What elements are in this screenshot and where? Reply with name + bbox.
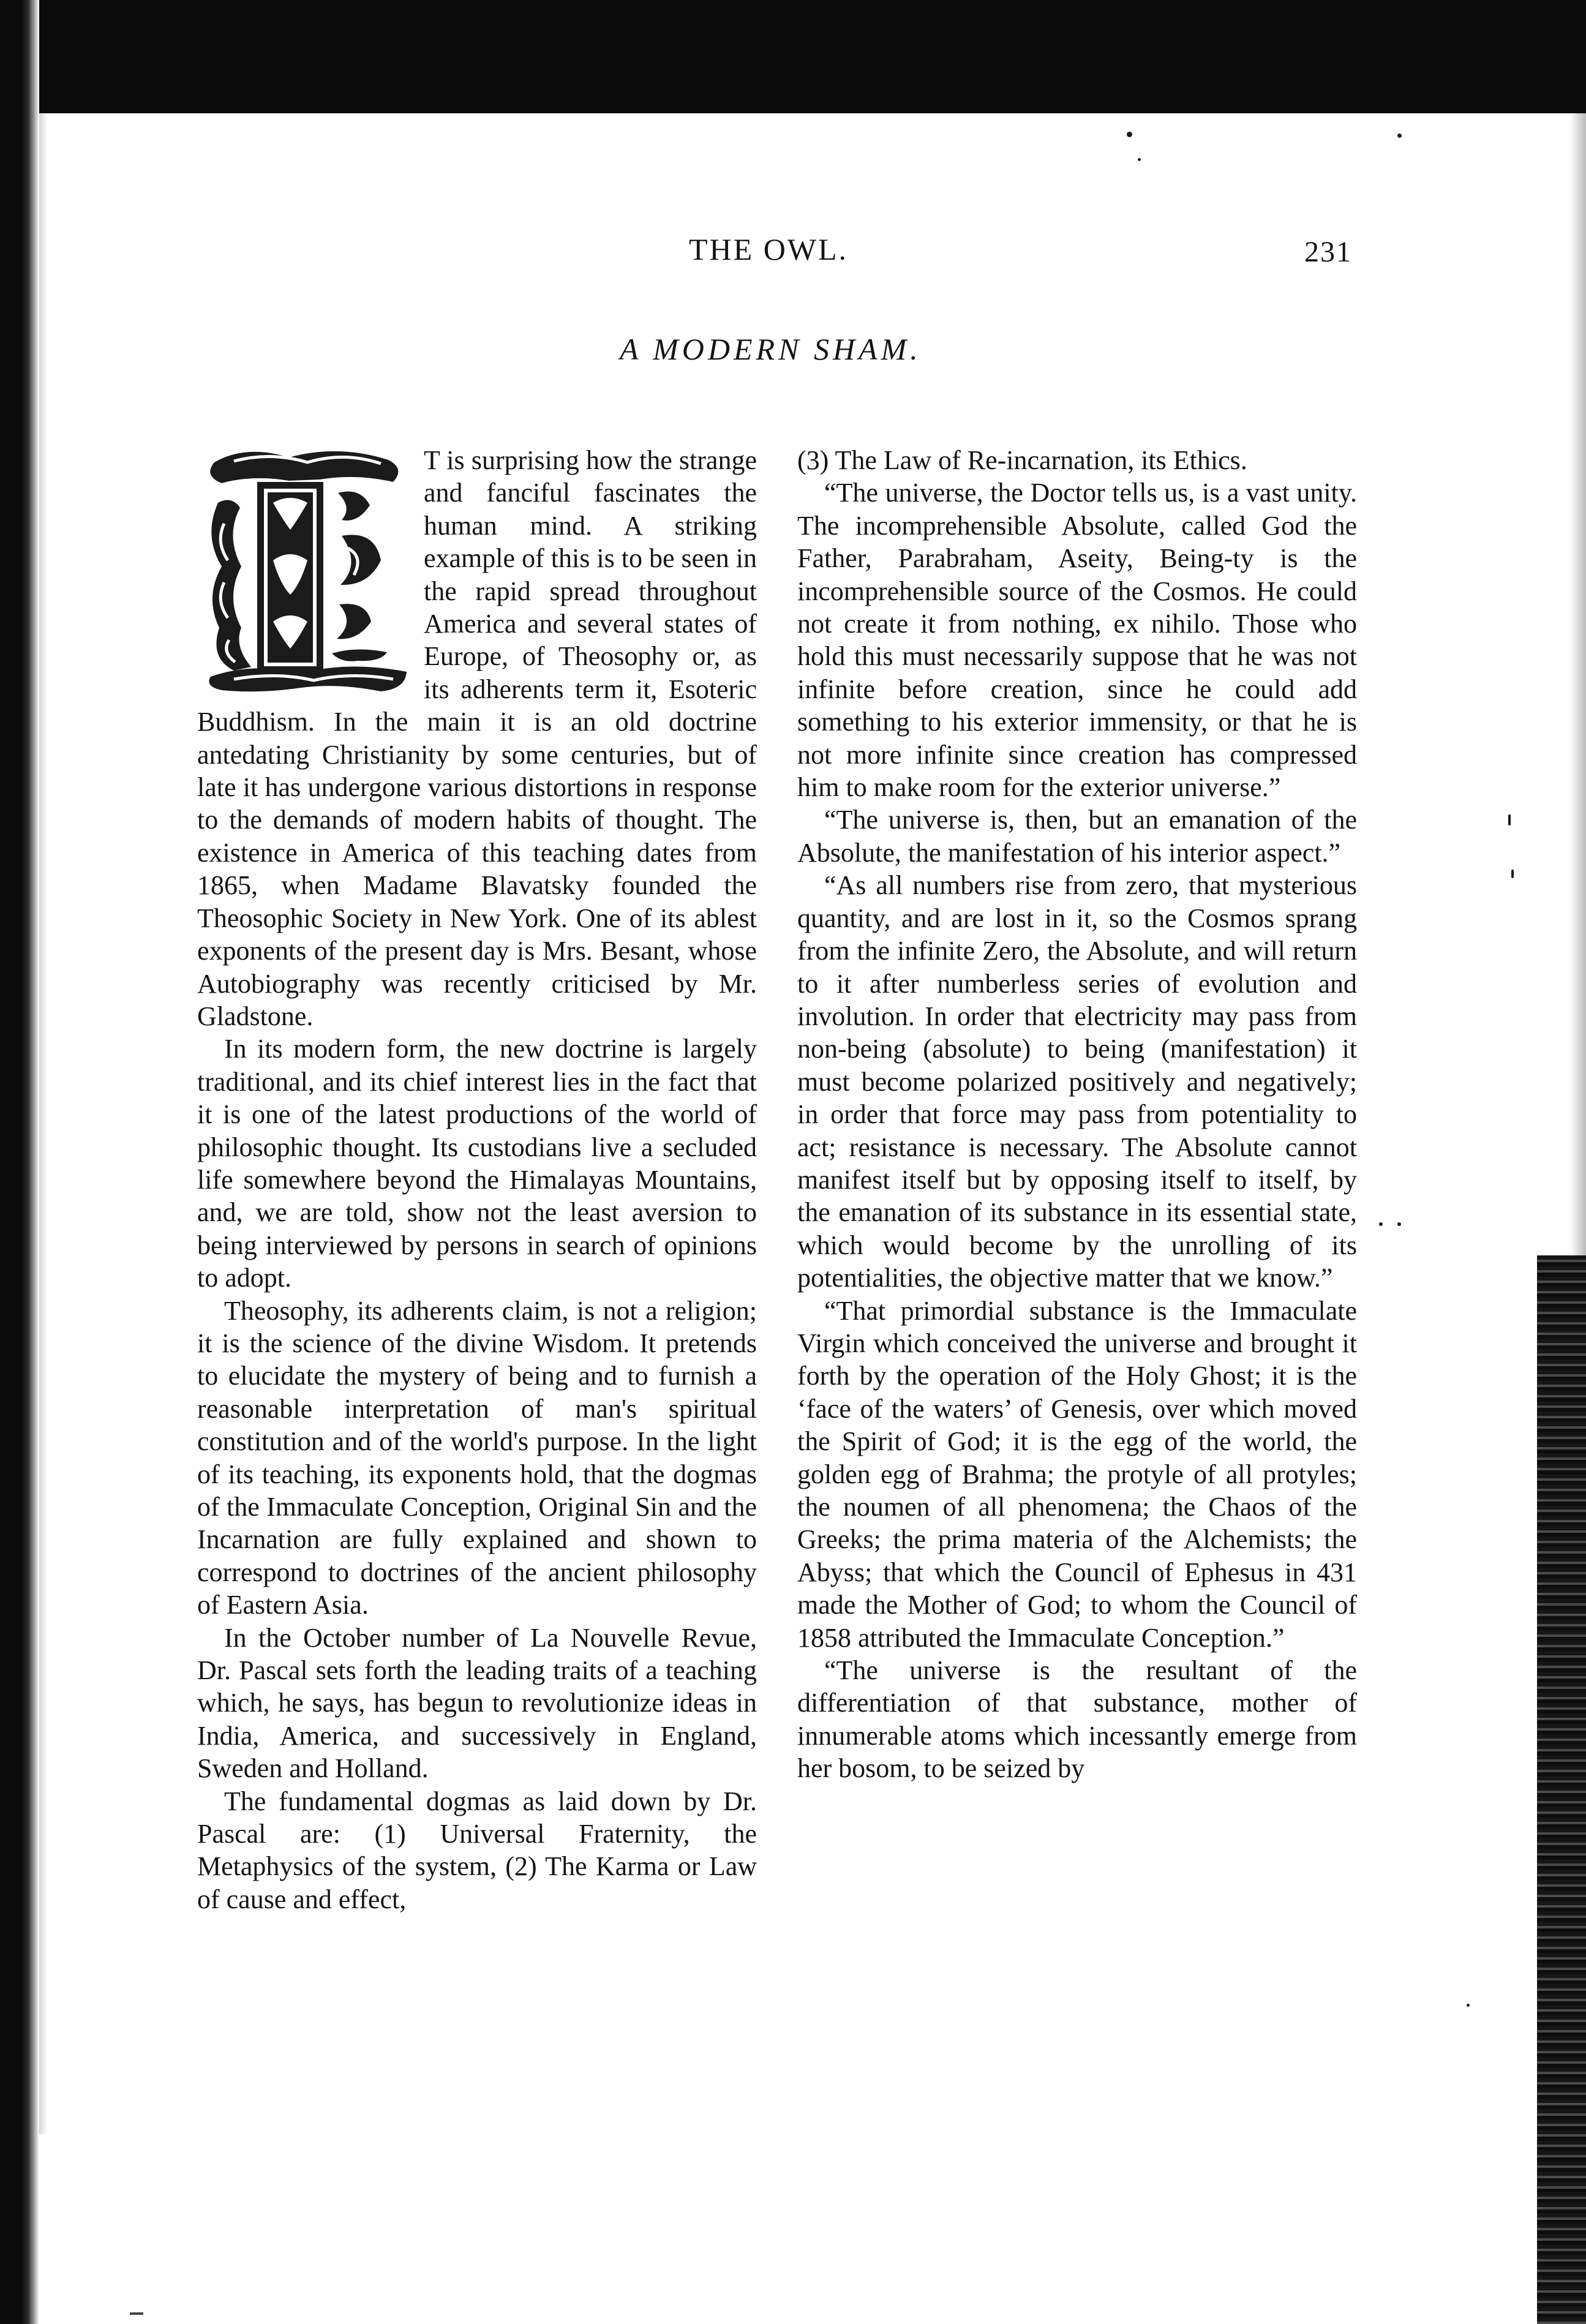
scan-shadow-right	[1570, 113, 1586, 1255]
scan-border-left	[0, 0, 39, 2324]
scan-speck	[1138, 158, 1141, 161]
scan-speck	[1508, 814, 1511, 825]
scan-speck	[1397, 133, 1402, 138]
scan-speck	[1127, 132, 1132, 137]
text-column-left	[197, 444, 757, 1916]
paragraph: “The universe is the resultant of the differentiation of that substance, mother of innumerable atoms which incessantly emerge from her bosom, to be seized by	[797, 1655, 1357, 1784]
scan-border-top	[0, 0, 1586, 113]
scan-shadow-left	[39, 113, 48, 2134]
scan-speck	[1467, 2004, 1470, 2007]
running-head: THE OWL.	[689, 232, 849, 266]
paragraph: The fundamental dogmas as laid down by Dr. Pascal are: (1) Universal Fraternity, the Metaphysics of the system, (2) The Karma or Law of cause and effect,	[197, 1786, 757, 1914]
ornamental-drop-cap	[197, 444, 413, 697]
scan-speck	[1379, 1222, 1383, 1226]
scan-border-right	[1537, 1255, 1586, 2324]
scan-speck	[1397, 1222, 1401, 1226]
text-column-right	[797, 444, 1357, 1785]
paragraph: “The universe, the Doctor tells us, is a vast unity. The incomprehensible Absolute, called God the Father, Parabraham, Aseity, Being-ty is the incomprehensible source of the Cosmos. He could not create it from nothing, ex nihilo. Those who hold this must necessarily suppose that he was not infinite before creation, since he could add something to his exterior immensity, or that he is not more infinite since creation has compressed him to make room for the exterior universe.”	[797, 478, 1357, 803]
scan-speck	[1511, 870, 1514, 878]
scan-mark-bottom	[130, 2312, 143, 2315]
drop-cap-ornament-icon	[197, 444, 413, 697]
paragraph: In the October number of La Nouvelle Revue, Dr. Pascal sets forth the leading traits of a teaching which, he says, has begun to revolutionize ideas in India, America, and successively in England, Sweden and Holland.	[197, 1622, 757, 1784]
paragraph: In its modern form, the new doctrine is largely traditional, and its chief interest lies in the fact that it is one of the latest productions of the world of philosophic thought. Its custodians live a secluded life somewhere beyond the Himalayas Mountains, and, we are told, show not the least aversion to being interviewed by persons in search of opinions to adopt.	[197, 1034, 757, 1293]
paragraph: “That primordial substance is the Immaculate Virgin which conceived the universe and brought it forth by the operation of the Holy Ghost; it is the ‘face of the waters’ of Genesis, over which moved the Spirit of God; it is the egg of the world, the golden egg of Brahma; the protyle of all protyles; the noumen of all phenomena; the Chaos of the Greeks; the prima materia of the Alchemists; the Abyss; that which the Council of Ephesus in 431 made the Mother of God; to whom the Council of 1858 attributed the Immaculate Conception.”	[797, 1295, 1357, 1653]
article-title: A MODERN SHAM.	[620, 332, 922, 366]
paragraph: T is surprising how the strange and fanciful fascinates the human mind. A striking example of this is to be seen in the rapid spread throughout America and several states of Europe, of Theosophy or, as its adherents term it, Esoteric Buddhism. In the main it is an old doctrine antedating Christianity by some centuries, but of late it has undergone various distortions in response to the demands of modern habits of thought. The existence in America of this teaching dates from 1865, when Madame Blavatsky founded the Theosophic Society in New York. One of its ablest exponents of the present day is Mrs. Besant, whose Autobiography was recently criticised by Mr. Gladstone.	[197, 445, 757, 1031]
paragraph: “As all numbers rise from zero, that mysterious quantity, and are lost in it, so the Cosmos sprang from the infinite Zero, the Absolute, and will return to it after numberless series of evolution and involution. In order that electricity may pass from non-being (absolute) to being (manifestation) it must become polarized positively and negatively; in order that force may pass from potentiality to act; resistance is necessary. The Absolute cannot manifest itself but by opposing itself to itself, by the emanation of its substance in its essential state, which would become by the unrolling of its potentialities, the objective matter that we know.”	[797, 870, 1357, 1293]
paragraph: Theosophy, its adherents claim, is not a religion; it is the science of the divine Wisdom. It pretends to elucidate the mystery of being and to furnish a reasonable interpretation of man's spiritual constitution and of the world's purpose. In the light of its teaching, its exponents hold, that the dogmas of the Immaculate Conception, Original Sin and the Incarnation are fully explained and shown to correspond to doctrines of the ancient philosophy of Eastern Asia.	[197, 1295, 757, 1620]
paragraph: (3) The Law of Re-incarnation, its Ethics.	[797, 445, 1247, 475]
page-number: 231	[1304, 236, 1352, 268]
paragraph: “The universe is, then, but an emanation of the Absolute, the manifestation of his interior aspect.”	[797, 805, 1357, 868]
